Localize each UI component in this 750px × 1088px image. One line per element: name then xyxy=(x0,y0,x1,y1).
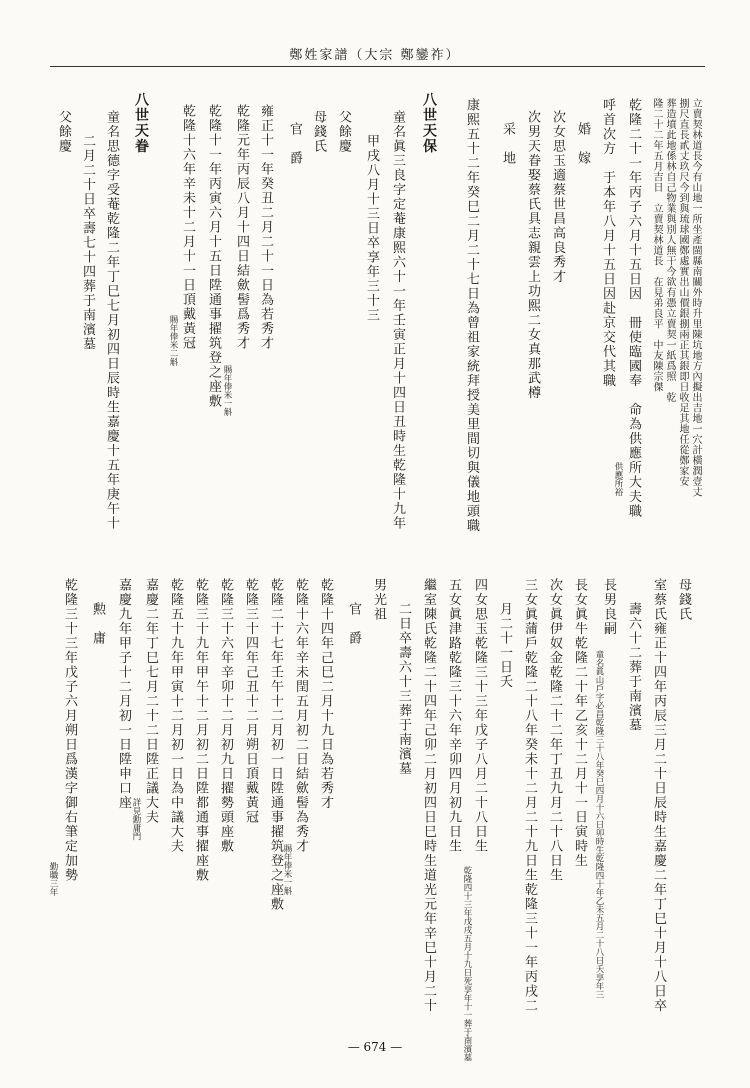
text-column: 母錢氏 xyxy=(676,578,691,622)
deed-line: 立賣契林道長今有山地一所坐產閩縣南關外時升里陳坑地方內擬出吉地一穴計橫潤壹丈 xyxy=(690,98,701,497)
section-heading: 官 爵 xyxy=(346,602,361,646)
text-column: 月二十一日夭 xyxy=(497,602,512,689)
page-number: — 674 — xyxy=(347,1040,403,1054)
text-column: 繼室陳氏乾隆二十四年己卯二月初四日巳時生道光元年辛巳十月二十 xyxy=(421,578,436,1013)
text-column: 乾隆三十九年甲午十二月初二日陞都通事擢座敷 xyxy=(193,578,208,883)
text-column: 甲戌八月十三日卒享年三十三 xyxy=(364,134,379,323)
text-column: 二日卒壽六十三葬于南濱墓 xyxy=(396,602,411,776)
header-rule xyxy=(50,66,705,67)
annotation: 賜年俸米一斛 xyxy=(222,365,232,416)
text-column: 乾隆十六年辛未閏五月初二日結歛髻為秀才 xyxy=(293,578,308,854)
annotation: 賜年俸米二斛 xyxy=(168,315,178,366)
text-column: 乾隆十一年丙寅六月十五日陞通事擢筑登之座敷 xyxy=(206,104,221,409)
text-column: 呼首次方 于本年八月十五日因赴京交代其職 xyxy=(600,98,615,388)
text-column: 嘉慶九年甲子十二月初一日陞申口座 xyxy=(116,578,131,810)
text-column: 三女眞蒲戶乾隆二十八年癸未十二月二十九日生乾隆三十一年丙戌二 xyxy=(522,578,537,1013)
section-heading: 采 地 xyxy=(500,122,515,166)
deed-line: 隆二十二年五月吉日 立賣契林道長 在見弟良平 中友陳宗傑 xyxy=(651,98,662,392)
text-column: 男光祖 xyxy=(371,578,386,622)
deed-line: 捌尺直長貳丈玖尺今到與琉球國鄭處實出山價銀捌兩正其銀即日收足其地任從鄭家安 xyxy=(677,98,688,487)
annotation: 勤職三年 xyxy=(48,862,58,896)
text-column: 五女眞津路乾隆三十六年辛卯四月初九日生 xyxy=(446,578,461,854)
page-header: 鄭姓家譜（大宗 鄭鑾祚） xyxy=(289,48,461,63)
text-column: 母錢氏 xyxy=(311,110,326,154)
generation-heading: 八世天保 xyxy=(421,92,437,154)
text-column: 次女思玉適蔡世昌高良秀才 xyxy=(550,110,565,284)
section-heading: 婚 嫁 xyxy=(575,122,590,166)
annotation: 乾隆四十三年戊戌五月十九日死享年十一葬于南濱墓 xyxy=(462,866,472,1062)
text-column: 次男天眷娶蔡氏具志親雲上功熙二女真那武樽 xyxy=(525,110,540,400)
text-column: 嘉慶二年丁巳七月二十二日陞正議大夫 xyxy=(143,578,158,825)
text-column: 乾隆三十四年己丑十二月朔日頂戴黃冠 xyxy=(243,578,258,825)
text-column: 長男良嗣 xyxy=(601,578,616,636)
text-column: 父餘慶 xyxy=(56,110,71,154)
text-column: 乾隆十四年己巳二月十九日為若秀才 xyxy=(318,578,333,810)
section-heading: 勲 庸 xyxy=(90,602,105,646)
deed-line: 葬造墳此地係林自己物業與別人無干今欲有憑立賣契一紙爲照 乾 xyxy=(664,98,675,403)
text-column: 乾隆二十七年壬午十二月初一日陞通事擢筑登之座敷 xyxy=(268,578,283,912)
text-column: 父餘慶 xyxy=(336,110,351,154)
text-column: 乾隆元年丙辰八月十四日結歛髻爲秀才 xyxy=(234,104,249,351)
text-column: 長女眞牛乾隆二十年乙亥十二月十一日寅時生 xyxy=(572,578,587,868)
generation-heading: 八世天眷 xyxy=(133,92,149,154)
text-column: 乾隆三十六年辛卯十二月初九日擢勢頭座敷 xyxy=(218,578,233,854)
text-column: 乾隆五十九年甲寅十二月初一日為中議大夫 xyxy=(168,578,183,854)
text-column: 壽六十二葬于南濱墓 xyxy=(626,602,641,733)
text-column: 康熙五十二年癸巳二月二十七日為曾祖家統拜授美里間切與儀地頭職 xyxy=(464,98,479,533)
annotation: 詳見勳庸門 xyxy=(131,798,141,841)
text-column: 乾隆三十三年戊子六月朔日爲漢字御右筆定加勢 xyxy=(62,578,77,883)
annotation: 供應所裕 xyxy=(613,462,623,496)
section-heading: 官 爵 xyxy=(287,122,302,166)
text-column: 童名眞三良字定菴康熙六十一年壬寅正月十四日丑時生乾隆十九年 xyxy=(390,110,405,531)
text-column: 乾隆二十一年丙子六月十五日因 冊使臨國奉 命為供應所大夫職 xyxy=(626,98,641,519)
text-column: 室蔡氏雍正十四年丙辰三月二十日辰時生嘉慶二年丁巳十月十八日卒 xyxy=(651,578,666,1013)
text-column: 童名思德字受菴乾隆二年丁巳七月初四日辰時生嘉慶十五年庚午十 xyxy=(104,110,119,531)
text-column: 次女眞伊奴金乾隆二十二年丁丑九月二十八日生 xyxy=(547,578,562,883)
annotation: 賜年俸米一斛 xyxy=(282,844,292,895)
annotation: 童名眞山戶字必昌乾隆三十八年癸巳四月十六日卯時生乾隆四十年乙未五月二十八日夭享年三 xyxy=(594,650,604,999)
text-column: 雍正十一年癸丑二月二十一日為若秀才 xyxy=(258,104,273,351)
text-column: 二月二十日卒壽七十四葬于南濱墓 xyxy=(80,134,95,352)
text-column: 乾隆十六年辛未十二月十一日頂戴黃冠 xyxy=(180,104,195,351)
text-column: 四女思玉乾隆三十三年戊子八月二十八日生 xyxy=(472,578,487,854)
